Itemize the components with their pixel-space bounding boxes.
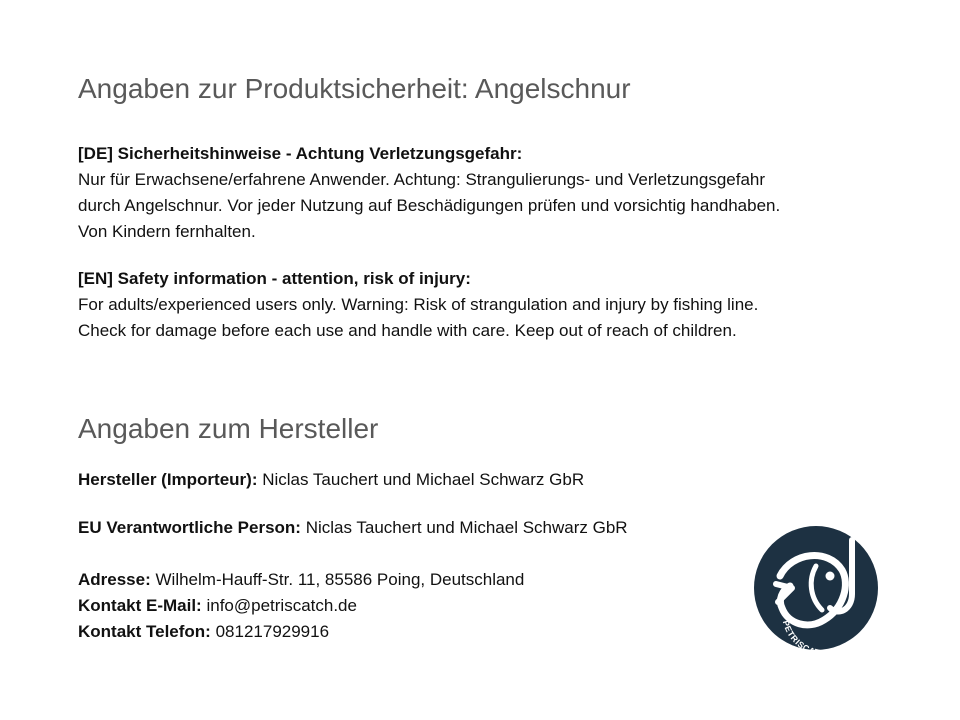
safety-title: Angaben zur Produktsicherheit: Angelschnur bbox=[78, 73, 631, 104]
address-row bbox=[78, 567, 524, 593]
hersteller-row bbox=[78, 467, 584, 493]
de-safety-heading: [DE] Sicherheitshinweise - Achtung Verletzungsgefahr: bbox=[78, 144, 523, 163]
en-safety-line: Check for damage before each use and handle with care. Keep out of reach of children. bbox=[78, 321, 737, 340]
address-value: Wilhelm-Hauff-Str. 11, 85586 Poing, Deutschland bbox=[155, 570, 525, 589]
eu-person-label: EU Verantwortliche Person: bbox=[78, 518, 301, 537]
de-safety-line: Nur für Erwachsene/erfahrene Anwender. Achtung: Strangulierungs- und Verletzungsgefahr bbox=[78, 170, 766, 189]
de-safety-line: durch Angelschnur. Vor jeder Nutzung auf Beschädigungen prüfen und vorsichtig handhaben. bbox=[78, 196, 781, 215]
address-label: Adresse: bbox=[78, 570, 151, 589]
en-safety-line: For adults/experienced users only. Warning: Risk of strangulation and injury by fishing line. bbox=[78, 295, 759, 314]
en-safety-heading: [EN] Safety information - attention, risk of injury: bbox=[78, 269, 471, 288]
phone-row bbox=[78, 619, 329, 645]
manufacturer-title: Angaben zum Hersteller bbox=[78, 413, 379, 444]
email-value[interactable]: info@petriscatch.de bbox=[206, 596, 357, 615]
petriscatch-logo bbox=[752, 524, 880, 652]
svg-text:PETRISCATCH.DE: PETRISCA DE bbox=[780, 619, 849, 652]
en-safety-section bbox=[78, 266, 878, 344]
email-row bbox=[78, 593, 357, 619]
phone-label: Kontakt Telefon: bbox=[78, 622, 211, 641]
hersteller-value: Niclas Tauchert und Michael Schwarz GbR bbox=[262, 470, 585, 489]
phone-value[interactable]: 081217929916 bbox=[215, 622, 330, 641]
email-label: Kontakt E-Mail: bbox=[78, 596, 202, 615]
fish-logo-icon bbox=[752, 524, 880, 652]
de-safety-section bbox=[78, 141, 878, 245]
eu-person-row bbox=[78, 515, 628, 541]
eu-person-value: Niclas Tauchert und Michael Schwarz GbR bbox=[305, 518, 628, 537]
de-safety-line: Von Kindern fernhalten. bbox=[78, 222, 256, 241]
hersteller-label: Hersteller (Importeur): bbox=[78, 470, 258, 489]
